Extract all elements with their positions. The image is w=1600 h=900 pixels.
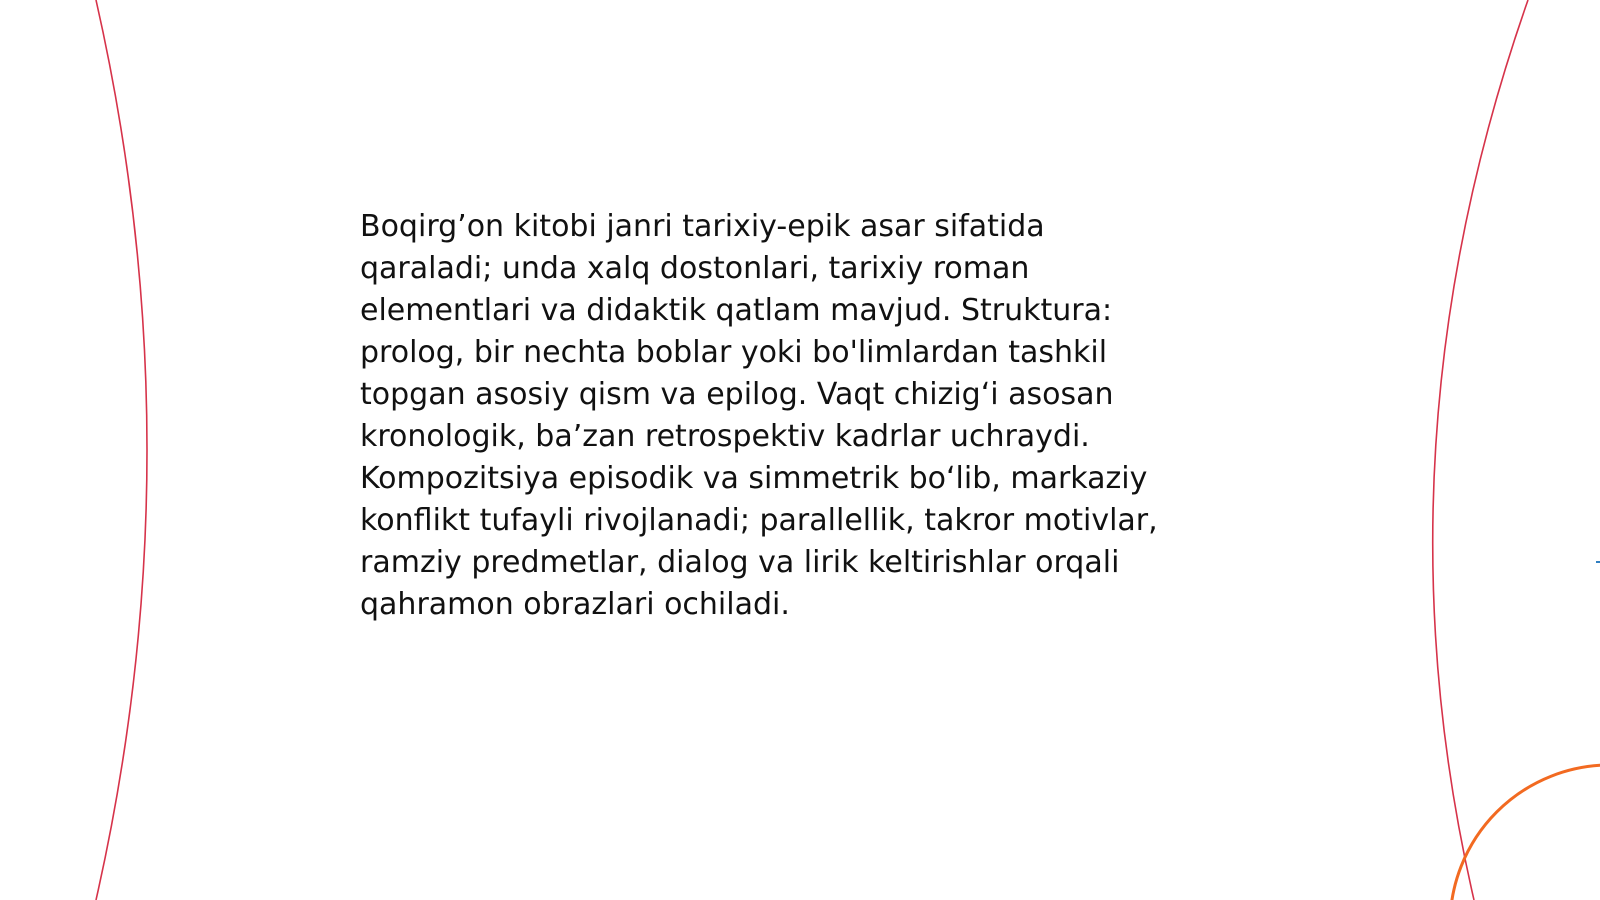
left-arc-line [96, 0, 147, 900]
paragraph-line: qaraladi; unda xalq dostonlari, tarixiy roman [360, 251, 1030, 286]
paragraph-line: konflikt tufayli rivojlanadi; parallellik, takror motivlar, [360, 503, 1158, 538]
paragraph-line: Kompozitsiya episodik va simmetrik bo‘lib, markaziy [360, 461, 1148, 496]
paragraph-line: prolog, bir nechta boblar yoki bo'limlardan tashkil [360, 335, 1108, 370]
body-paragraph [360, 206, 1240, 626]
orange-circle-arc [1450, 765, 1600, 900]
paragraph-line: topgan asosiy qism va epilog. Vaqt chizig‘i asosan [360, 377, 1114, 412]
paragraph-line: elementlari va didaktik qatlam mavjud. Struktura: [360, 293, 1113, 328]
paragraph-line: Boqirg’on kitobi janri tarixiy-epik asar sifatida [360, 209, 1045, 244]
right-arc-line [1433, 0, 1528, 900]
paragraph-line: ramziy predmetlar, dialog va lirik keltirishlar orqali [360, 545, 1120, 580]
paragraph-line: qahramon obrazlari ochiladi. [360, 587, 790, 622]
paragraph-line: kronologik, ba’zan retrospektiv kadrlar uchraydi. [360, 419, 1090, 454]
